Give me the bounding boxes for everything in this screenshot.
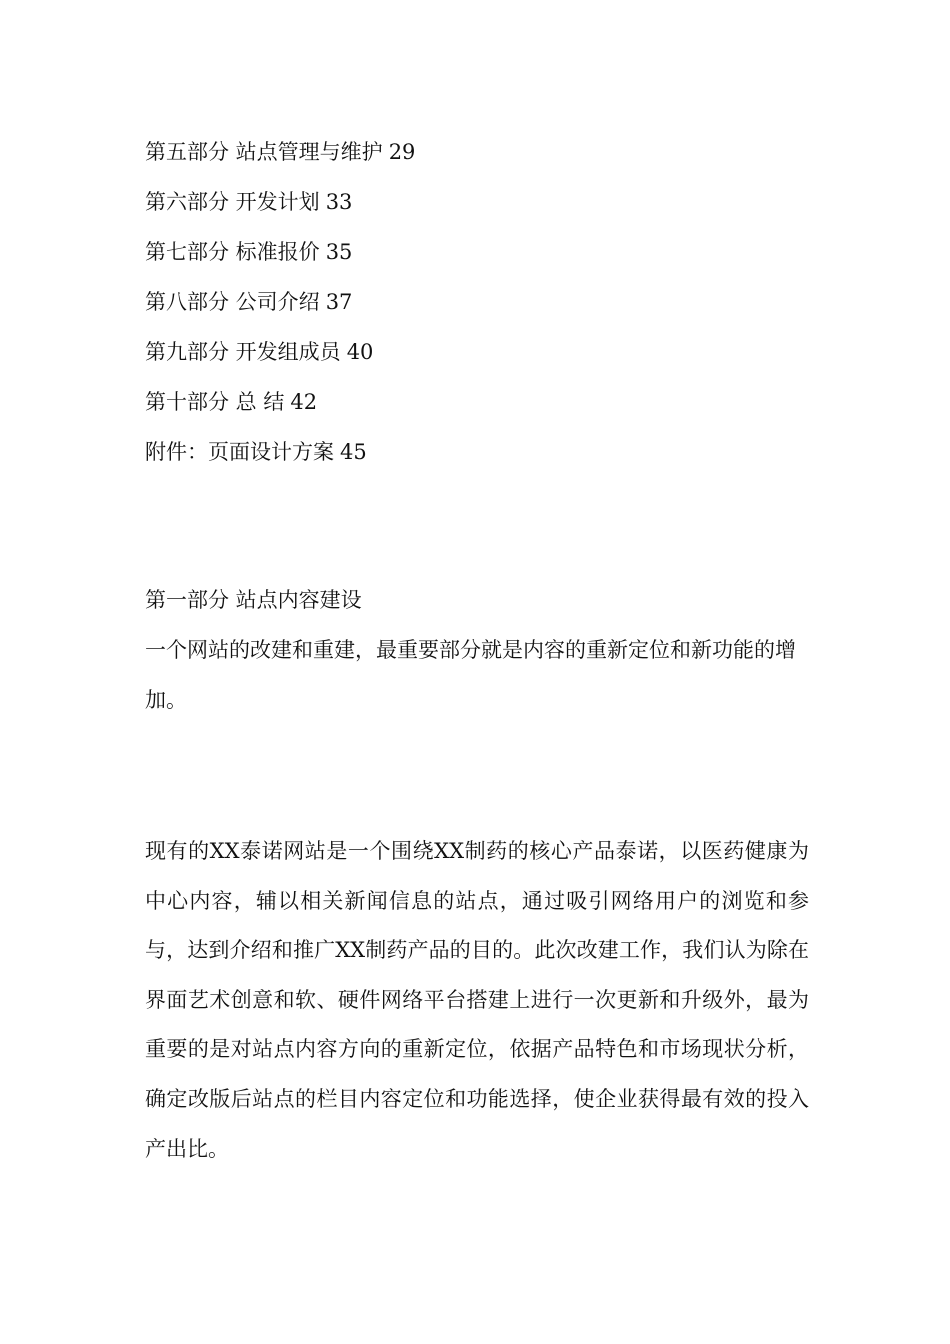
- toc-entry-label: 附件：页面设计方案: [145, 440, 334, 464]
- toc-entry-part8[interactable]: [145, 282, 825, 332]
- toc-entry-part7[interactable]: [145, 232, 825, 282]
- section-body-paragraph: 现有的XX泰诺网站是一个围绕XX制药的核心产品泰诺，以医药健康为中心内容，辅以相关新闻信息的站点，通过吸引网络用户的浏览和参与，达到介绍和推广XX制药产品的目的。此次改建工作，我们认为除在界面艺术创意和软、硬件网络平台搭建上进行一次更新和升级外，最为重要的是对站点内容方向的重新定位，依据产品特色和市场现状分析，确定改版后站点的栏目内容定位和功能选择，使企业获得最有效的投入产出比。: [145, 839, 809, 1161]
- toc-entry-part5[interactable]: [145, 132, 825, 182]
- toc-entry-page: 40: [346, 340, 374, 364]
- toc-entry-page: 29: [388, 140, 416, 164]
- toc-entry-page: 42: [290, 390, 318, 414]
- toc-entry-label: 第十部分 总 结: [145, 390, 285, 414]
- toc-entry-page: 45: [340, 440, 367, 464]
- toc-entry-label: 第五部分 站点管理与维护: [145, 140, 383, 164]
- section-heading: 第一部分 站点内容建设: [145, 588, 362, 612]
- section-intro-paragraph: 一个网站的改建和重建，最重要部分就是内容的重新定位和新功能的增加。: [145, 638, 796, 712]
- toc-entry-page: 35: [325, 240, 353, 264]
- table-of-contents: [145, 132, 825, 482]
- toc-entry-part10[interactable]: [145, 382, 825, 432]
- toc-entry-label: 第九部分 开发组成员: [145, 340, 341, 364]
- toc-entry-part6[interactable]: [145, 182, 825, 232]
- section-part1: [145, 580, 815, 725]
- toc-entry-part9[interactable]: [145, 332, 825, 382]
- toc-entry-label: 第八部分 公司介绍: [145, 290, 320, 314]
- toc-entry-page: 37: [325, 290, 353, 314]
- toc-entry-label: 第七部分 标准报价: [145, 240, 320, 264]
- toc-entry-label: 第六部分 开发计划: [145, 190, 320, 214]
- toc-entry-appendix[interactable]: [145, 432, 825, 482]
- toc-entry-page: 33: [325, 190, 353, 214]
